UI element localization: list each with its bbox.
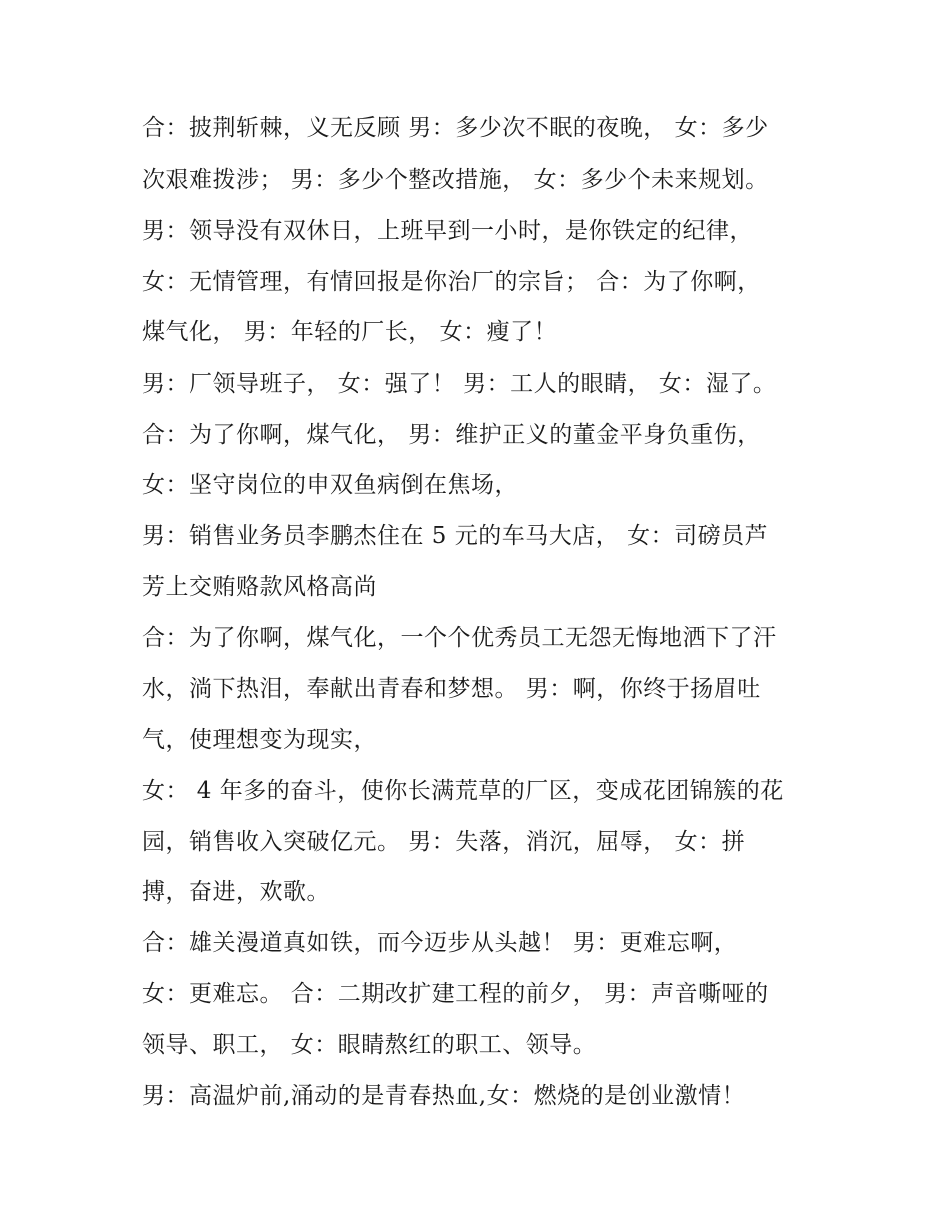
text-line: 合：雄关漫道真如铁，而今迈步从头越！ 男：更难忘啊， bbox=[142, 930, 738, 956]
text-line: 女：坚守岗位的申双鱼病倒在焦场， bbox=[142, 472, 518, 498]
text-line: 合：为了你啊，煤气化，一个个优秀员工无怨无悔地洒下了汗 bbox=[142, 625, 777, 651]
text-line: 领导、职工， 女：眼睛熬红的职工、领导。 bbox=[142, 1032, 597, 1058]
text-line: 女： 4 年多的奋斗，使你长满荒草的厂区，变成花团锦簇的花 bbox=[142, 778, 784, 804]
text-line: 男：领导没有双休日，上班早到一小时，是你铁定的纪律， bbox=[142, 218, 753, 244]
text-line: 芳上交贿赂款风格高尚 bbox=[142, 574, 377, 600]
text-line: 女：更难忘。 合：二期改扩建工程的前夕， 男：声音嘶哑的 bbox=[142, 981, 769, 1007]
text-line: 水，淌下热泪，奉献出青春和梦想。 男：啊，你终于扬眉吐 bbox=[142, 676, 761, 702]
text-line: 男：厂领导班子， 女：强了！ 男：工人的眼睛， 女：湿了。 bbox=[142, 371, 777, 397]
text-line: 气，使理想变为现实， bbox=[142, 727, 377, 753]
text-line: 男：销售业务员李鹏杰住在 5 元的车马大店， 女：司磅员芦 bbox=[142, 523, 769, 549]
text-line: 煤气化， 男：年轻的厂长， 女：瘦了！ bbox=[142, 319, 558, 345]
text-line: 搏，奋进，欢歌。 bbox=[142, 879, 330, 905]
text-line: 合：披荆斩棘，义无反顾 男：多少次不眠的夜晚， 女：多少 bbox=[142, 115, 769, 141]
text-line: 男：高温炉前,涌动的是青春热血,女：燃烧的是创业激情！ bbox=[142, 1083, 746, 1109]
text-line: 合：为了你啊，煤气化， 男：维护正义的董金平身负重伤， bbox=[142, 422, 761, 448]
text-line: 女：无情管理，有情回报是你治厂的宗旨； 合：为了你啊， bbox=[142, 269, 761, 295]
text-line: 次艰难拨涉； 男：多少个整改措施， 女：多少个未来规划。 bbox=[142, 167, 769, 193]
text-line: 园，销售收入突破亿元。 男：失落，消沉，屈辱， 女：拼 bbox=[142, 829, 746, 855]
